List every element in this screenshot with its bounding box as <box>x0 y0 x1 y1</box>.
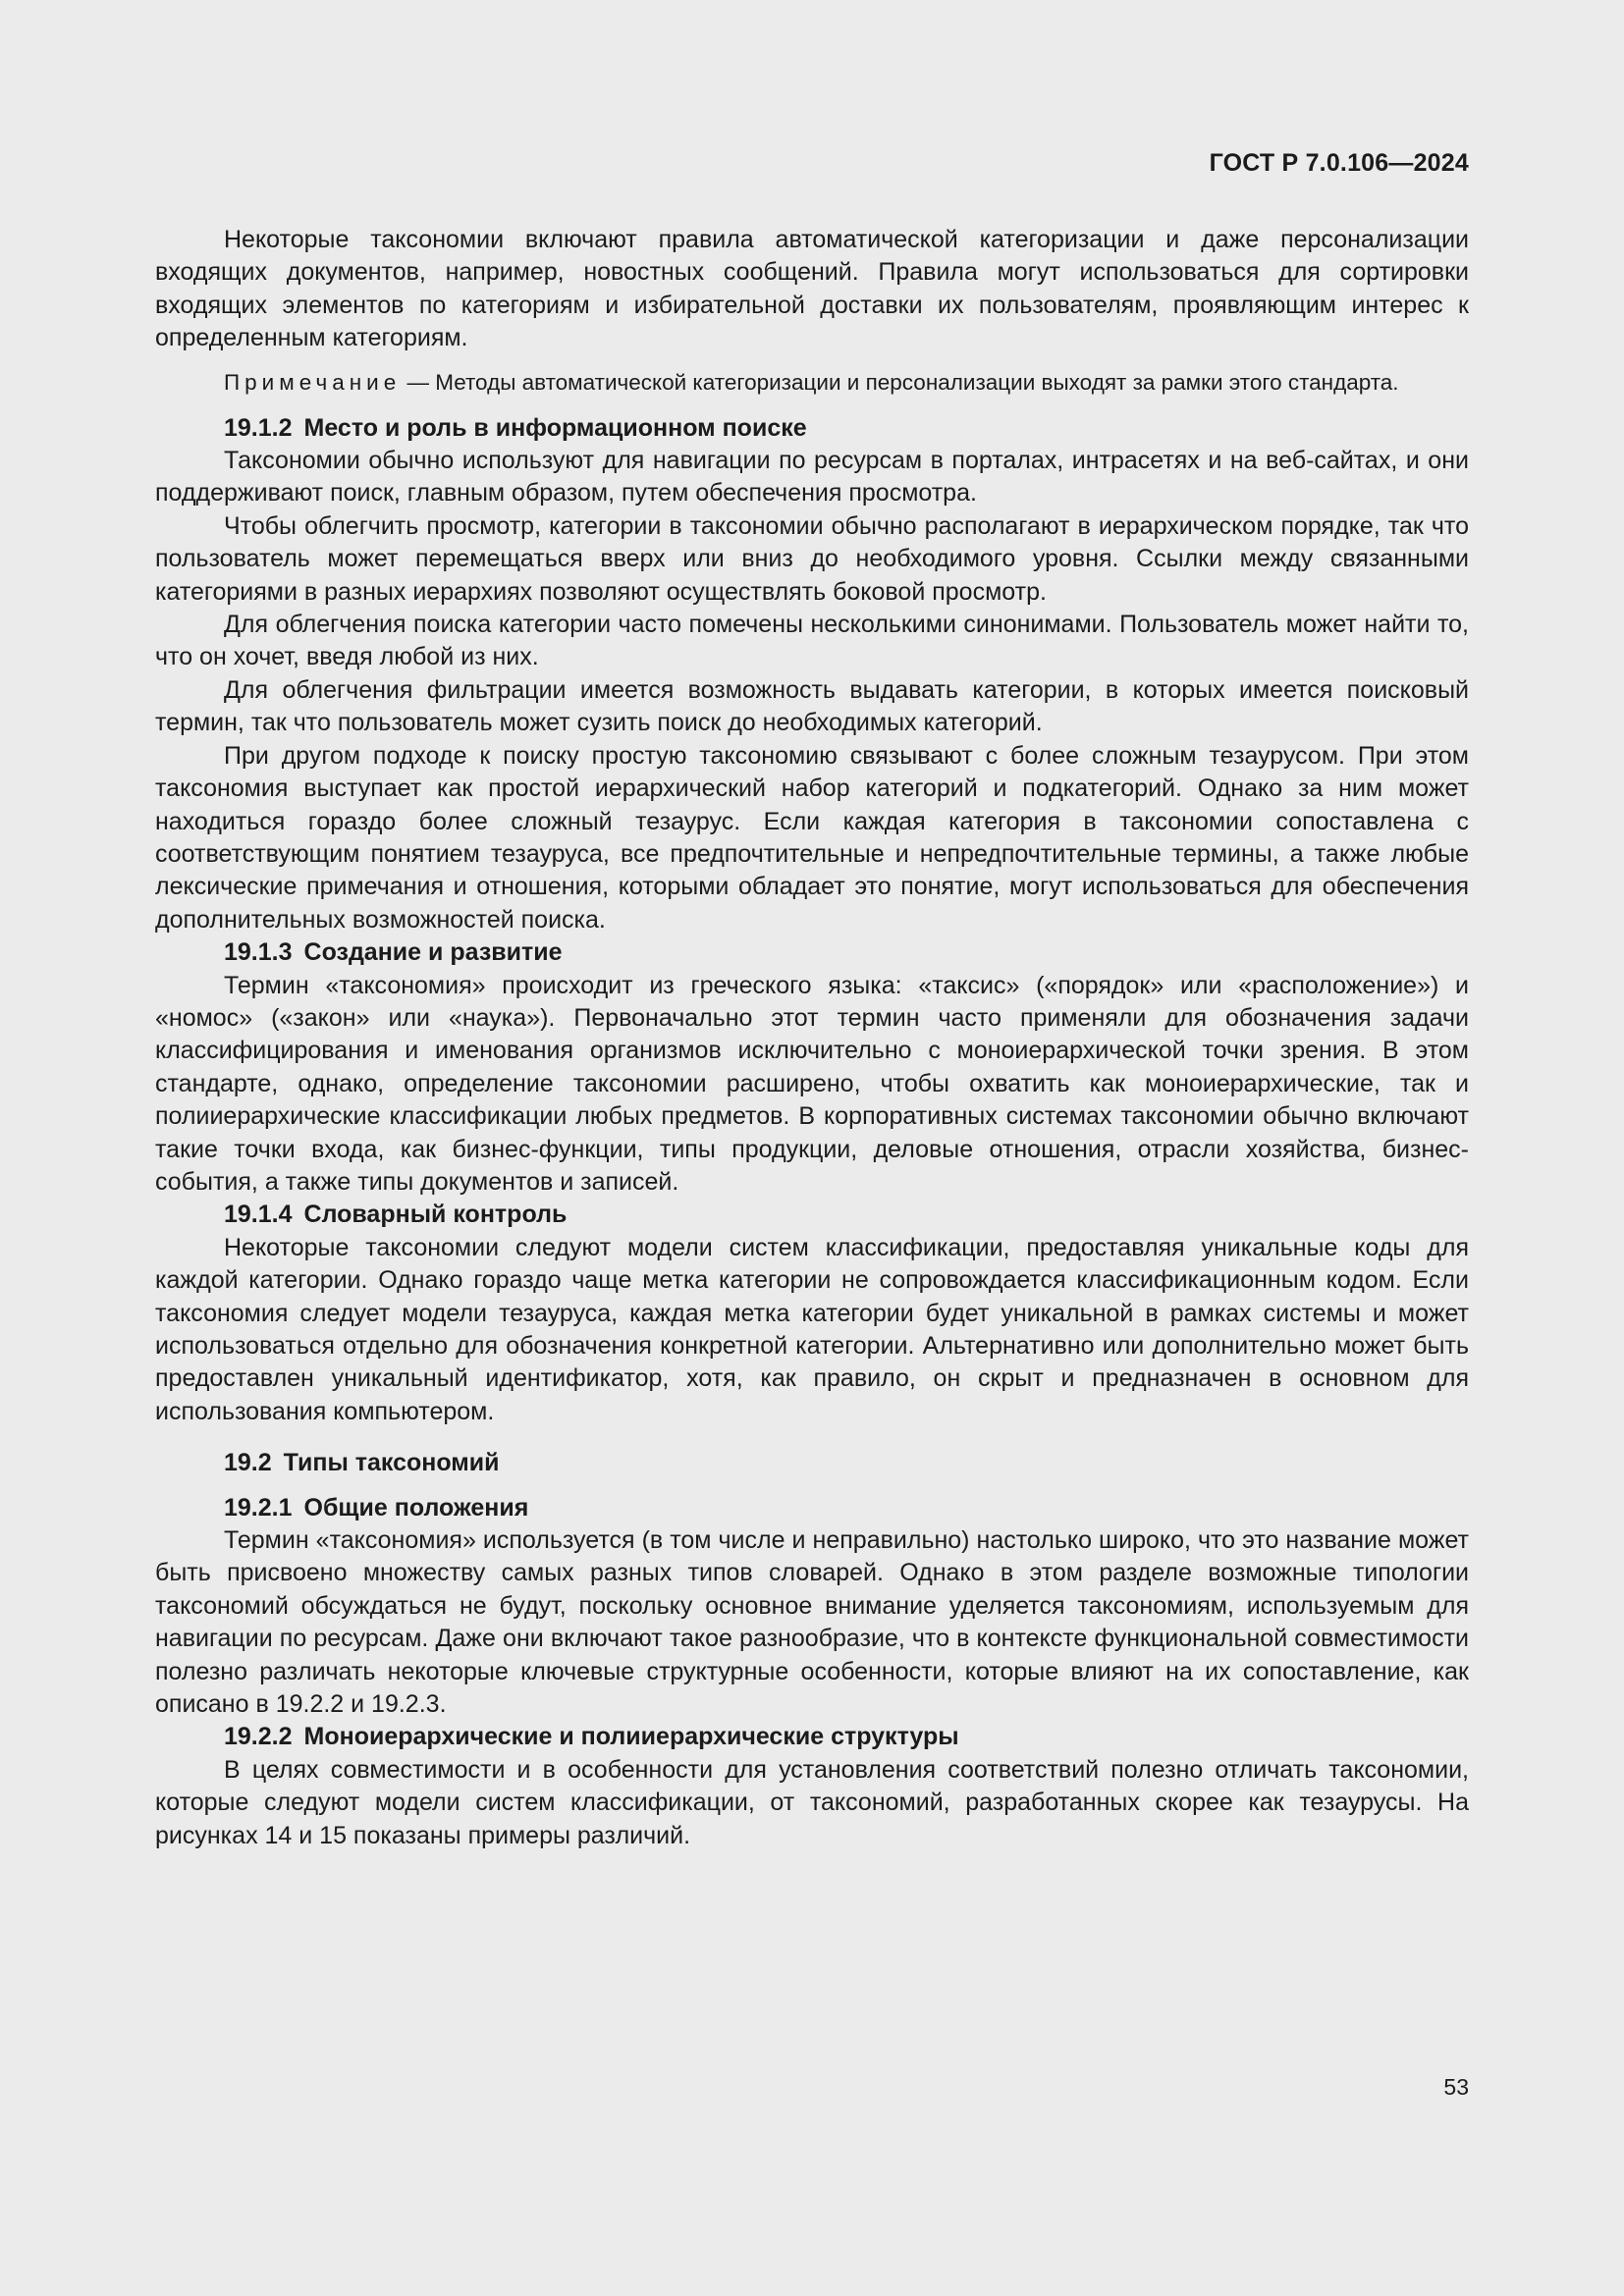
section-heading-19-1-3 <box>155 936 1469 969</box>
section-number: 19.1.2 <box>224 413 293 442</box>
section-heading-19-1-4 <box>155 1199 1469 1231</box>
document-code-header: ГОСТ Р 7.0.106—2024 <box>1209 149 1469 177</box>
section-title: Моноиерархические и полииерархические структуры <box>303 1723 959 1751</box>
intro-paragraph: Некоторые таксономии включают правила автоматической категоризации и даже персонализации входящих документов, например, новостных сообщений. Правила могут использоваться для сортировки входящих элементов по категориям и избирательной доставки их пользователям, проявляющим интерес к определенным категориям. <box>155 226 1469 352</box>
section-heading-19-2-2 <box>155 1721 1469 1753</box>
paragraph: Для облегчения фильтрации имеется возможность выдавать категории, в которых имеется поисковый термин, так что пользователь может сузить поиск до необходимых категорий. <box>155 675 1469 737</box>
section-heading-19-2 <box>155 1447 1469 1479</box>
paragraph: В целях совместимости и в особенности для установления соответствий полезно отличать таксономии, которые следуют модели систем классификации, от таксономий, разработанных скорее как тезаурусы. На рисунках 14 и 15 показаны примеры различий. <box>155 1755 1469 1849</box>
section-title: Место и роль в информационном поиске <box>303 413 807 442</box>
section-number: 19.1.3 <box>224 938 293 967</box>
section-heading-19-2-1 <box>155 1492 1469 1524</box>
section-number: 19.2.2 <box>224 1723 293 1751</box>
section-title: Типы таксономий <box>283 1449 500 1477</box>
section-title: Создание и развитие <box>303 938 563 967</box>
section-number: 19.2 <box>224 1449 272 1477</box>
section-title: Словарный контроль <box>303 1201 568 1229</box>
section-number: 19.1.4 <box>224 1201 293 1229</box>
paragraph: Для облегчения поиска категории часто помечены несколькими синонимами. Пользователь может найти то, что он хочет, введя любой из них. <box>155 611 1469 671</box>
section-title: Общие положения <box>303 1493 529 1522</box>
paragraph: Чтобы облегчить просмотр, категории в таксономии обычно располагают в иерархическом порядке, так что пользователь может перемещаться вверх или вниз до необходимого уровня. Ссылки между связанными категориями в разных иерархиях позволяют осуществлять боковой просмотр. <box>155 511 1469 606</box>
note <box>155 367 1469 399</box>
paragraph: Некоторые таксономии следуют модели систем классификации, предоставляя уникальные коды для каждой категории. Однако гораздо чаще метка категории не сопровождается классификационным кодом. Если таксономия следует модели тезауруса, каждая метка категории будет уникальной в рамках системы и может использоваться отдельно для обозначения конкретной категории. Альтернативно или дополнительно может быть предоставлен уникальный идентификатор, хотя, как правило, он скрыт и предназначен в основном для использования компьютером. <box>155 1233 1469 1425</box>
paragraph: Термин «таксономия» происходит из греческого языка: «таксис» («порядок» или «расположение») и «номос» («закон» или «наука»). Первоначально этот термин часто применяли для обозначения задачи классифицирования и именования организмов исключительно с моноиерархической точки зрения. В этом стандарте, однако, определение таксономии расширено, чтобы охватить как моноиерархические, так и полииерархические классификации любых предметов. В корпоративных системах таксономии обычно включают такие точки входа, как бизнес-функции, типы продукции, деловые отношения, отрасли хозяйства, бизнес-события, а также типы документов и записей. <box>155 971 1469 1196</box>
paragraph: При другом подходе к поиску простую таксономию связывают с более сложным тезаурусом. При этом таксономия выступает как простой иерархический набор категорий и подкатегорий. Однако за ним может находиться гораздо более сложный тезаурус. Если каждая категория в таксономии сопоставлена с соответствующим понятием тезауруса, все предпочтительные и непредпочтительные термины, а также любые лексические примечания и отношения, которыми обладает это понятие, могут использоваться для обеспечения дополнительных возможностей поиска. <box>155 741 1469 934</box>
page-number: 53 <box>1443 2074 1469 2100</box>
document-body <box>155 224 1469 1852</box>
paragraph: Термин «таксономия» используется (в том числе и неправильно) настолько широко, что это название может быть присвоено множеству самых разных типов словарей. Однако в этом разделе возможные типологии таксономий обсуждаться не будут, поскольку основное внимание уделяется таксономиям, используемым для навигации по ресурсам. Даже они включают такое разнообразие, что в контексте функциональной совместимости полезно различать некоторые ключевые структурные особенности, которые влияют на их сопоставление, как описано в 19.2.2 и 19.2.3. <box>155 1526 1469 1719</box>
section-heading-19-1-2 <box>155 412 1469 445</box>
paragraph: Таксономии обычно используют для навигации по ресурсам в порталах, интрасетях и на веб-сайтах, и они поддерживают поиск, главным образом, путем обеспечения просмотра. <box>155 447 1469 507</box>
note-text: — Методы автоматической категоризации и персонализации выходят за рамки этого стандарта. <box>401 369 1399 395</box>
note-label: Примечание <box>224 369 402 395</box>
section-number: 19.2.1 <box>224 1493 293 1522</box>
